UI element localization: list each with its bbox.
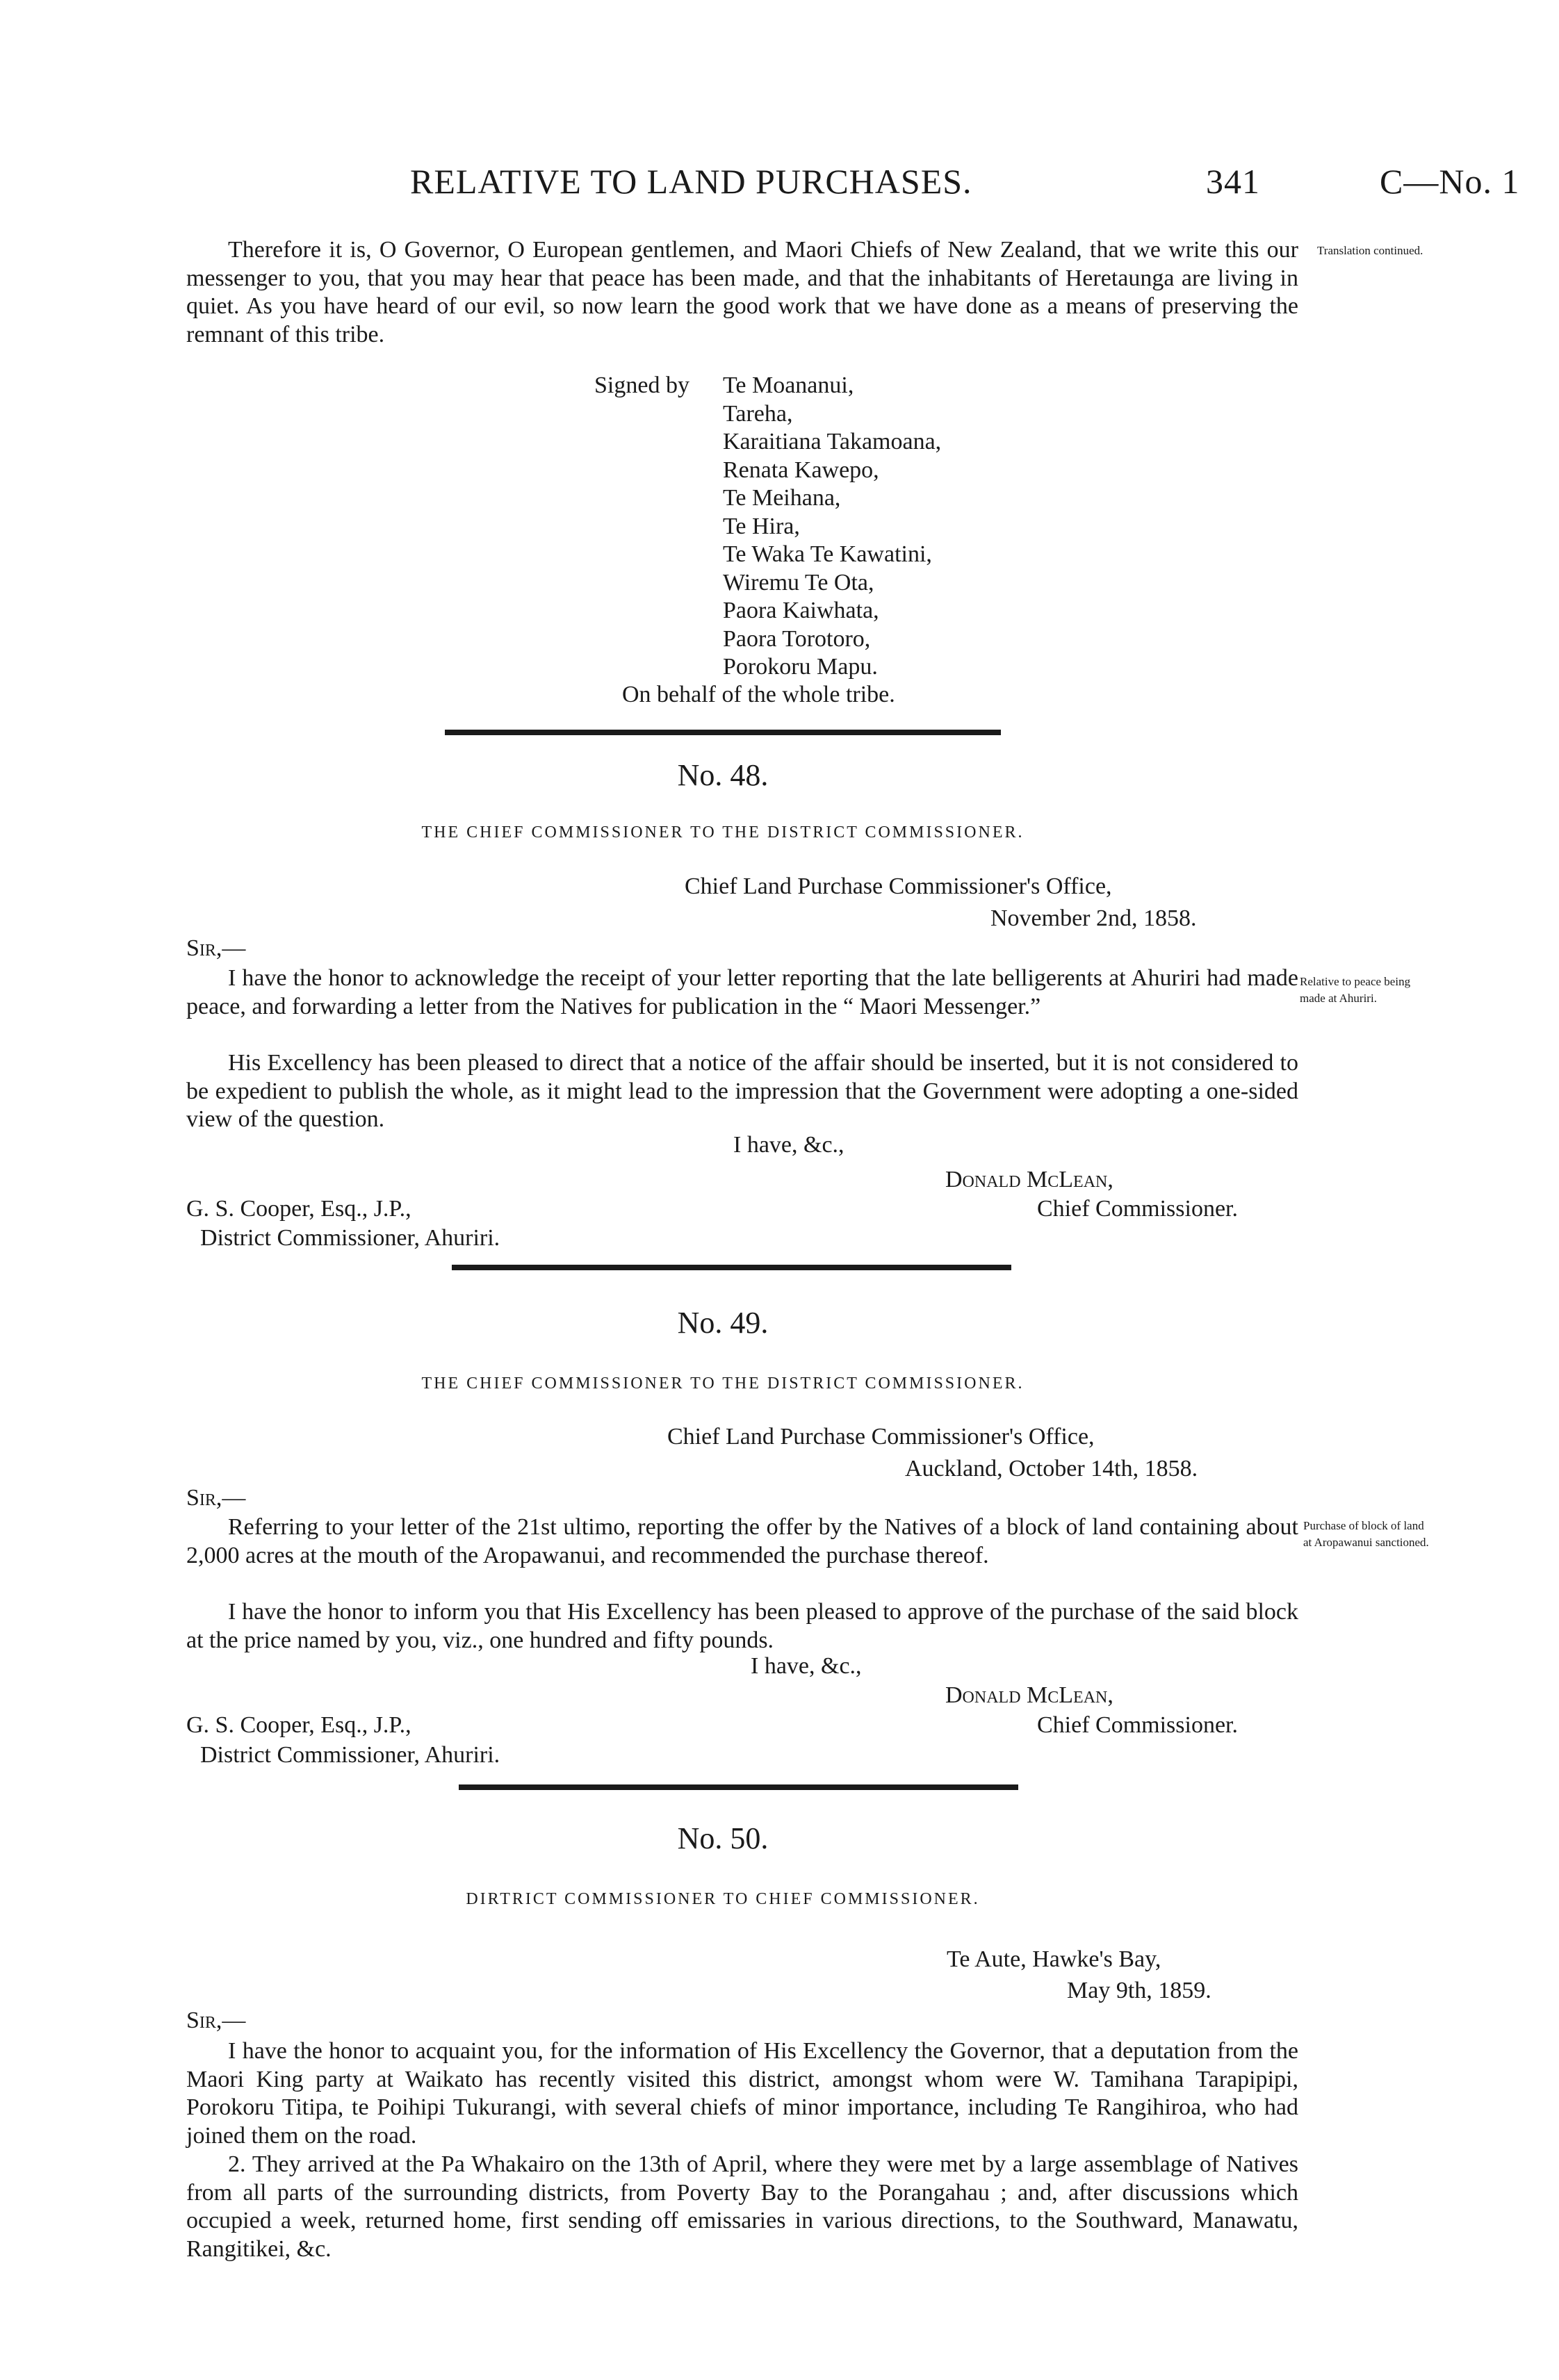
date-line-48: November 2nd, 1858.: [990, 905, 1197, 931]
letter-heading-49: THE CHIEF COMMISSIONER TO THE DISTRICT COMMISSIONER.: [421, 1374, 1025, 1393]
letter-heading-50: DIRTRICT COMMISSIONER TO CHIEF COMMISSIONER.: [466, 1890, 980, 1908]
salutation-50: Sir,—: [186, 2008, 246, 2033]
letter-48-paragraph-2: His Excellency has been pleased to direct that a notice of the affair should be inserted, but it is not considered to be expedient to publish the whole, as it might lead to the impression that the Government were adopting a one-sided view of the question.: [186, 1050, 1298, 1132]
margin-note-48-line-2: made at Ahuriri.: [1300, 992, 1377, 1005]
letter-50-paragraph-2: 2. They arrived at the Pa Whakairo on the 13th of April, where they were met by a large assemblage of Natives from all parts of the surrounding districts, from Poverty Bay to the Porangahau ; and, after discussions which occupied a week, returned home, first sending off emissaries in various directions, to the Southward, Manawatu, Rangitikei, &c.: [186, 2151, 1298, 2262]
signatory: Te Moananui,: [723, 372, 854, 398]
place-line-50: Te Aute, Hawke's Bay,: [947, 1946, 1161, 1972]
signatory-closing: On behalf of the whole tribe.: [622, 682, 895, 707]
letter-48-paragraph-1: I have the honor to acknowledge the receipt of your letter reporting that the late belligerents at Ahuriri had made peace, and forwarding a letter from the Natives for publication in the “ Maori Messenger.”: [186, 965, 1298, 1019]
running-head-title: RELATIVE TO LAND PURCHASES.: [410, 162, 972, 201]
signatory: Wiremu Te Ota,: [723, 569, 874, 596]
signatory: Renata Kawepo,: [723, 457, 879, 483]
margin-note-49-line-2: at Aropawanui sanctioned.: [1303, 1536, 1429, 1549]
signatory: Karaitiana Takamoana,: [723, 429, 942, 454]
signature-49: Donald McLean,: [945, 1682, 1113, 1708]
margin-note-48-line-1: Relative to peace being: [1300, 975, 1411, 988]
addressee-48-line-2: District Commissioner, Ahuriri.: [200, 1225, 500, 1251]
closing-48: I have, &c.,: [733, 1132, 844, 1158]
page-number: 341: [1206, 162, 1260, 201]
letter-50-paragraph-1: I have the honor to acquaint you, for the information of His Excellency the Governor, that a deputation from the Maori King party at Waikato has recently visited this district, amongst whom were W. Tamihana Tarapipipi, Porokoru Titipa, te Poihipi Tukurangi, with several chiefs of minor importance, including Te Rangihiroa, who had joined them on the road.: [186, 2038, 1298, 2149]
signature-48: Donald McLean,: [945, 1167, 1113, 1192]
signatory: Paora Torotoro,: [723, 625, 871, 652]
letter-number-50: No. 50.: [677, 1821, 769, 1855]
translation-paragraph: Therefore it is, O Governor, O European gentlemen, and Maori Chiefs of New Zealand, that we write this our messenger to you, that you may hear that peace has been made, and that the inhabitants of Heretaunga are living in quiet. As you have heard of our evil, so now learn the good work that we have done as a means of preserving the remnant of this tribe.: [186, 237, 1298, 347]
signatory-list: [723, 372, 941, 682]
signatory: Paora Kaiwhata,: [723, 598, 879, 623]
office-line-49: Chief Land Purchase Commissioner's Office,: [667, 1424, 1095, 1450]
closing-49: I have, &c.,: [751, 1653, 862, 1679]
signed-by-label: Signed by: [594, 372, 689, 398]
margin-note-49-line-1: Purchase of block of land: [1303, 1519, 1424, 1532]
letter-49-paragraph-2: I have the honor to inform you that His Excellency has been pleased to approve of the purchase of the said block at the price named by you, viz., one hundred and fifty pounds.: [186, 1599, 1298, 1653]
salutation-49: Sir,—: [186, 1485, 246, 1511]
letter-heading-48: THE CHIEF COMMISSIONER TO THE DISTRICT COMMISSIONER.: [421, 823, 1025, 842]
signature-title-48: Chief Commissioner.: [1037, 1196, 1238, 1222]
office-line-48: Chief Land Purchase Commissioner's Office,: [685, 873, 1112, 899]
section-rule: [459, 1784, 1018, 1790]
date-line-49: Auckland, October 14th, 1858.: [905, 1456, 1198, 1482]
section-rule: [452, 1265, 1011, 1270]
addressee-49-line-1: G. S. Cooper, Esq., J.P.,: [186, 1712, 411, 1738]
margin-note-translation: Translation continued.: [1317, 244, 1423, 257]
salutation-48: Sir,—: [186, 935, 246, 961]
date-line-50: May 9th, 1859.: [1067, 1978, 1211, 2003]
addressee-49-line-2: District Commissioner, Ahuriri.: [200, 1742, 500, 1768]
signatory: Tareha,: [723, 400, 793, 427]
addressee-48-line-1: G. S. Cooper, Esq., J.P.,: [186, 1196, 411, 1222]
signatory: Te Waka Te Kawatini,: [723, 541, 932, 567]
document-reference: C—No. 1: [1380, 162, 1520, 201]
signatory: Te Meihana,: [723, 485, 841, 511]
section-rule: [445, 730, 1001, 735]
letter-number-48: No. 48.: [677, 758, 769, 792]
letter-number-49: No. 49.: [677, 1306, 769, 1340]
signatory: Te Hira,: [723, 513, 800, 539]
letter-49-paragraph-1: Referring to your letter of the 21st ultimo, reporting the offer by the Natives of a block of land containing about 2,000 acres at the mouth of the Aropawanui, and recommended the purchase thereof.: [186, 1514, 1298, 1568]
signature-title-49: Chief Commissioner.: [1037, 1712, 1238, 1738]
signatory: Porokoru Mapu.: [723, 654, 878, 680]
